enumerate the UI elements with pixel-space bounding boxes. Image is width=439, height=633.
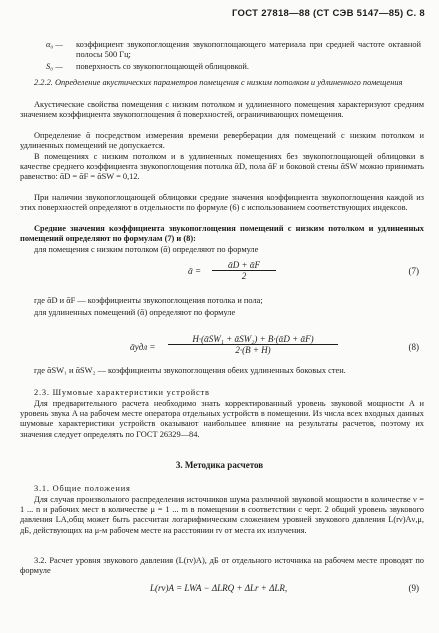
formula-7-left: ᾱ =: [188, 266, 202, 276]
paragraph: Акустические свойства помещения с низким потолком и удлиненного помещения характеризуют средним значением коэффициента звукопоглощения ᾱ поверхностей, ограничивающих помещения.: [20, 100, 424, 120]
paragraph: для помещения с низким потолком (ᾱ) определяют по формуле: [34, 245, 259, 254]
paragraph: В помещениях с низким потолком и в удлиненных помещениях без звукопоглощающей облицовки в качестве среднего коэффициента звукопоглощения потолка ᾱD, пола ᾱF и боковой стены ᾱSW можно принимать равенство: ᾱD = ᾱF = ᾱSW = 0,12.: [20, 152, 424, 182]
formula-7-fraction: [212, 260, 276, 281]
paragraph: для удлиненных помещений (ᾱ) определяют по формуле: [34, 308, 236, 317]
formula-9: L(rν)A = LWA − ΔLRQ + ΔLr + ΔLR,: [150, 583, 288, 593]
paragraph: 3.2. Расчет уровня звукового давления (L(rν)A), дБ от отдельного источника на рабочем месте проводят по формуле: [20, 556, 424, 576]
paragraph: Определение ᾱ посредством измерения времени реверберации для помещений с низким потолком и удлиненных помещений не допускается.: [20, 131, 424, 151]
definition-symbol: S₀ —: [46, 62, 63, 71]
formula-9-number: (9): [408, 583, 419, 593]
formula-7-numerator: ᾱD + ᾱF: [227, 260, 261, 270]
formula-8-fraction: [168, 334, 338, 355]
definition-s0: [20, 62, 424, 73]
section-3-1-title: [20, 484, 424, 494]
formula-7-number: (7): [408, 266, 419, 276]
definition-text: поверхность со звукопоглощающей облицовкой.: [76, 62, 249, 71]
definition-text: коэффициент звукопоглощения звукопоглощающего материала при средней частоте октавной полосы 500 Гц;: [76, 40, 421, 60]
paragraph: Для предварительного расчета необходимо знать корректированный уровень звуковой мощности A и уровень звука A на рабочем месте оператора отдельных устройств в помещении. Из числа всех входных данных шумовые характеристики устройств оказывают наибольшее влияние на результаты расчетов, поэтому их значения следует определять по ГОСТ 26329—84.: [20, 399, 424, 439]
paragraph: где ᾱD и ᾱF — коэффициенты звукопоглощения потолка и пола;: [34, 296, 263, 305]
paragraph: При наличии звукопоглощающей облицовки средние значения коэффициента звукопоглощения каждой из этих поверхностей определяют в отдельности по формуле (6) с использованием соответствующих индексов.: [20, 193, 424, 213]
paragraph: Средние значения коэффициента звукопоглощения помещений с низким потолком и удлиненных помещений определяют по формулам (7) и (8):: [20, 224, 424, 244]
definition-symbol: α₀ —: [46, 40, 63, 49]
formula-7-denominator: 2: [241, 271, 247, 281]
formula-8-number: (8): [408, 342, 419, 352]
paragraph: Для случая произвольного распределения источников шума различной звуковой мощности в количестве ν = 1 ... n и рабочих мест в количестве μ = 1 ... m в помещении в соответствии с черт. 2 общий уровень звукового давления LA,общ может быть рассчитан логарифмическим сложением уровней звукового давления L(rν)Aν,μ, дБ, действующих на μ-м рабочем месте на расстоянии rν от места их излучения.: [20, 495, 424, 535]
definition-alpha0: [20, 40, 424, 62]
section-title-text: 2.3. Шумовые характеристики устройств: [34, 388, 210, 397]
paragraph: где ᾱSW₁ и ᾱSW₂ — коэффициенты звукопоглощения обеих удлиненных боковых стен.: [34, 366, 346, 375]
section-2-2-2-title: 2.2.2. Определение акустических параметров помещения с низким потолком и удлиненного помещения: [34, 78, 403, 87]
formula-8-numerator: H·(ᾱSW₁ + ᾱSW₂) + B·(ᾱD + ᾱF): [192, 334, 314, 344]
page-header: ГОСТ 27818—88 (СТ СЭВ 5147—85) С. 8: [232, 8, 425, 19]
section-2-3-title: [20, 388, 424, 398]
formula-8-denominator: 2·(B + H): [235, 345, 271, 355]
section-3-title: 3. Методика расчетов: [175, 460, 264, 470]
formula-8-left: ᾱудл =: [130, 342, 156, 352]
section-title-text: 3.1. Общие положения: [34, 484, 131, 493]
